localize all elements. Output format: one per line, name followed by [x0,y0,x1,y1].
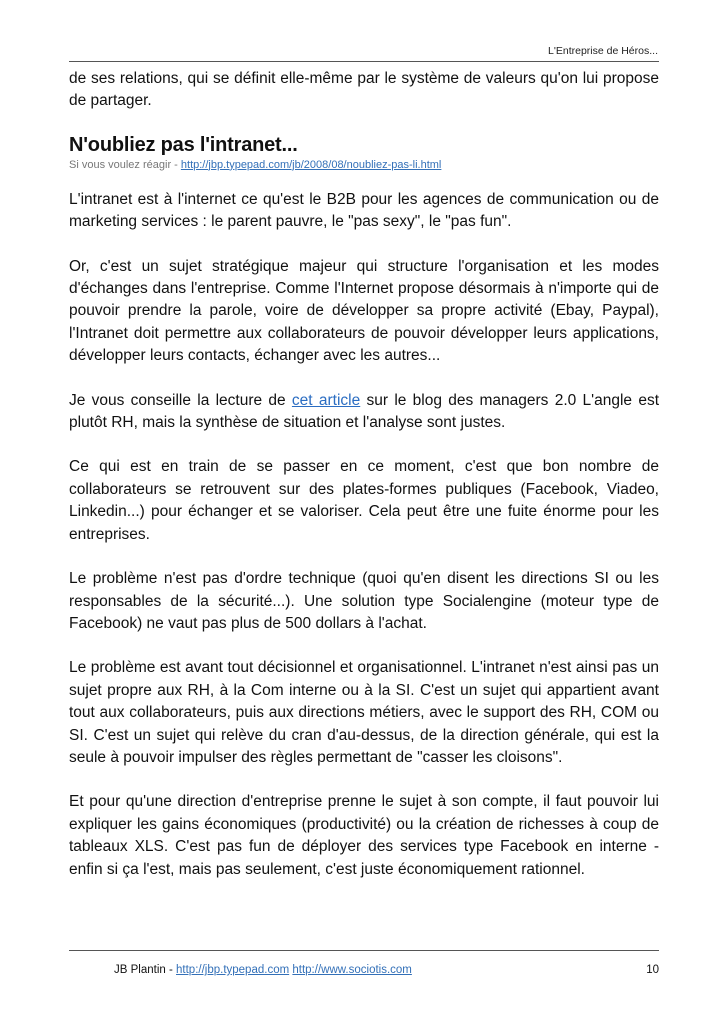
post-subtitle [69,158,659,173]
page-number: 10 [646,964,659,976]
paragraph-3: Ce qui est en train de se passer en ce moment, c'est que bon nombre de collaborateurs se retrouvent sur des plates-formes publiques (Facebook, Viadeo, Linkedin...) pour échanger et se valoriser. Cela peut être une fuite énorme pour les entreprises. [69,458,659,543]
subtitle-prefix: Si vous voulez réagir - [69,158,181,171]
footer-link-typepad[interactable]: http://jbp.typepad.com [176,964,290,976]
paragraph-2: Or, c'est un sujet stratégique majeur qui structure l'organisation et les modes d'échanges dans l'entreprise. Comme l'Internet propose désormais à n'importe qui de pouvoir prendre la parole, voire de développer sa propre activité (Ebay, Paypal), l'Intranet doit permettre aux collaborateurs de pouvoir développer leurs applications, développer leurs contacts, échanger avec les autres... [69,257,659,365]
footer-link-sociotis[interactable]: http://www.sociotis.com [292,964,412,976]
page-content [69,68,659,881]
intro-fragment: de ses relations, qui se définit elle-même par le système de valeurs qu'on lui propose de partager. [69,70,659,110]
footer-separator: - [165,964,177,976]
article-link[interactable]: cet article [291,391,361,409]
link-para-before: Je vous conseille la lecture de [69,391,292,409]
link-para-after: sur le blog des managers 2.0 L'angle est plutôt RH, mais la synthèse de situation et l'analyse sont justes. [69,391,659,432]
footer-credits [114,962,412,978]
paragraph-6: Et pour qu'une direction d'entreprise prenne le sujet à son compte, il faut pouvoir lui expliquer les gains économiques (productivité) ou la création de richesses à coup de tableaux XLS. C'est pas fun de déployer des services type Facebook en interne - enfin si ça l'est, mais pas seulement, c'est juste économiquement rationnel. [69,793,659,878]
paragraph-1: L'intranet est à l'internet ce qu'est le B2B pour les agences de communication ou de marketing services : le parent pauvre, le "pas sexy", le "pas fun". [69,190,659,231]
footer-rule [69,950,659,951]
footer-author: JB Plantin [114,964,166,976]
post-title: N'oubliez pas l'intranet... [69,133,298,156]
post-permalink[interactable]: http://jbp.typepad.com/jb/2008/08/noubliez-pas-li.html [180,158,442,171]
paragraph-link [69,390,659,435]
paragraph-5: Le problème est avant tout décisionnel et organisationnel. L'intranet n'est ainsi pas un sujet propre aux RH, à la Com interne ou à la SI. C'est un sujet qui appartient avant tout aux collaborateurs, puis aux directions métiers, avec le support des RH, COM ou SI. C'est un sujet qui relève du cran d'au-dessus, de la direction générale, qui est la seule à pouvoir impulser des règles permettant de "casser les cloisons". [69,659,659,766]
paragraph-4: Le problème n'est pas d'ordre technique (quoi qu'en disent les directions SI ou les responsables de la sécurité...). Une solution type Socialengine (moteur type de Facebook) ne vaut pas plus de 500 dollars à l'achat. [69,570,659,632]
header-rule [69,61,659,62]
running-header: L'Entreprise de Héros... [548,45,658,57]
